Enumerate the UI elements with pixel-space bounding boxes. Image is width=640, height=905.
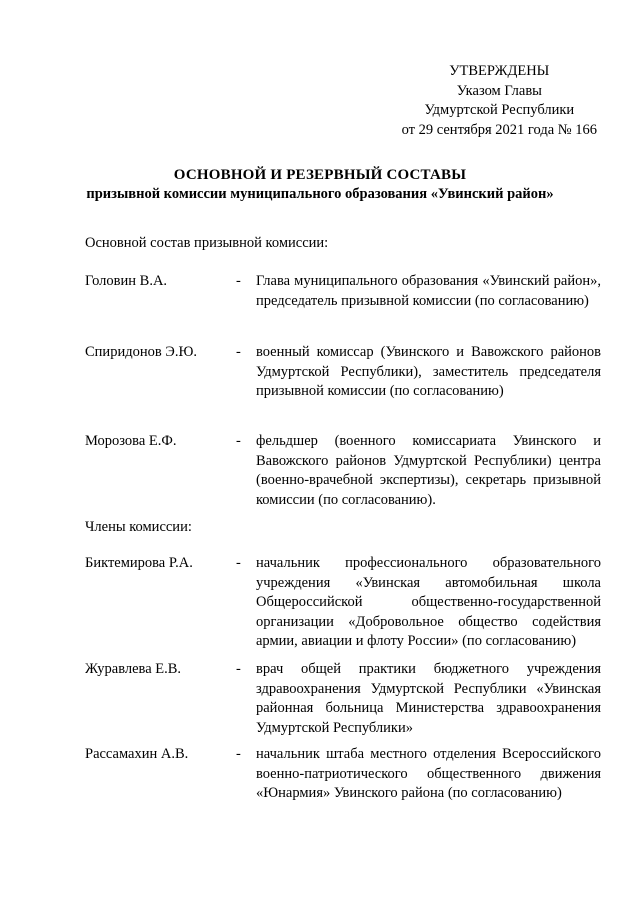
- member-dash: -: [236, 746, 241, 762]
- main-composition-label: Основной состав призывной комиссии:: [85, 235, 329, 251]
- member-dash: -: [236, 273, 241, 289]
- approval-decree: Указом Главы: [456, 82, 542, 99]
- member-name: Биктемирова Р.А.: [85, 555, 193, 571]
- member-role: фельдшер (военного комиссариата Увинского и Вавожского районов Удмуртской Республики) центра (военно-врачебной экспертизы), секретарь призывной комиссии (по согласованию).: [256, 433, 601, 508]
- member-name: Морозова Е.Ф.: [85, 433, 177, 449]
- approval-date: от 29 сентября 2021 года № 166: [401, 121, 597, 138]
- approval-stamp: [402, 62, 597, 140]
- member-dash: -: [236, 661, 241, 677]
- member-dash: -: [236, 555, 241, 571]
- approval-heading: УТВЕРЖДЕНЫ: [449, 63, 550, 79]
- member-role: начальник профессионального образовательного учреждения «Увинская автомобильная школа Общероссийской общественно-государственной организации «Добровольное общество содействия армии, авиации и флоту России» (по согласованию): [256, 555, 601, 649]
- member-name: Журавлева Е.В.: [85, 661, 182, 677]
- member-role: Глава муниципального образования «Увинский район», председатель призывной комиссии (по согласованию): [256, 273, 601, 309]
- member-dash: -: [236, 344, 241, 360]
- member-name: Спиридонов Э.Ю.: [85, 344, 198, 360]
- commission-members-label: Члены комиссии:: [85, 519, 192, 535]
- member-role: военный комиссар (Увинского и Вавожского районов Удмуртской Республики), заместитель председателя призывной комиссии (по согласованию): [256, 344, 601, 399]
- title-main: ОСНОВНОЙ И РЕЗЕРВНЫЙ СОСТАВЫ: [173, 167, 467, 183]
- document-title: [0, 166, 640, 204]
- title-sub: призывной комиссии муниципального образования «Увинский район»: [86, 186, 554, 202]
- member-role: врач общей практики бюджетного учреждения здравоохранения Удмуртской Республики «Увинская районная больница Министерства здравоохранения Удмуртской Республики»: [256, 661, 601, 736]
- approval-republic: Удмуртской Республики: [424, 102, 575, 118]
- member-name: Головин В.А.: [85, 273, 168, 289]
- member-role: начальник штаба местного отделения Всероссийского военно-патриотического общественного движения «Юнармия» Увинского района (по согласованию): [256, 746, 601, 801]
- member-dash: -: [236, 433, 241, 449]
- member-name: Рассамахин А.В.: [85, 746, 189, 762]
